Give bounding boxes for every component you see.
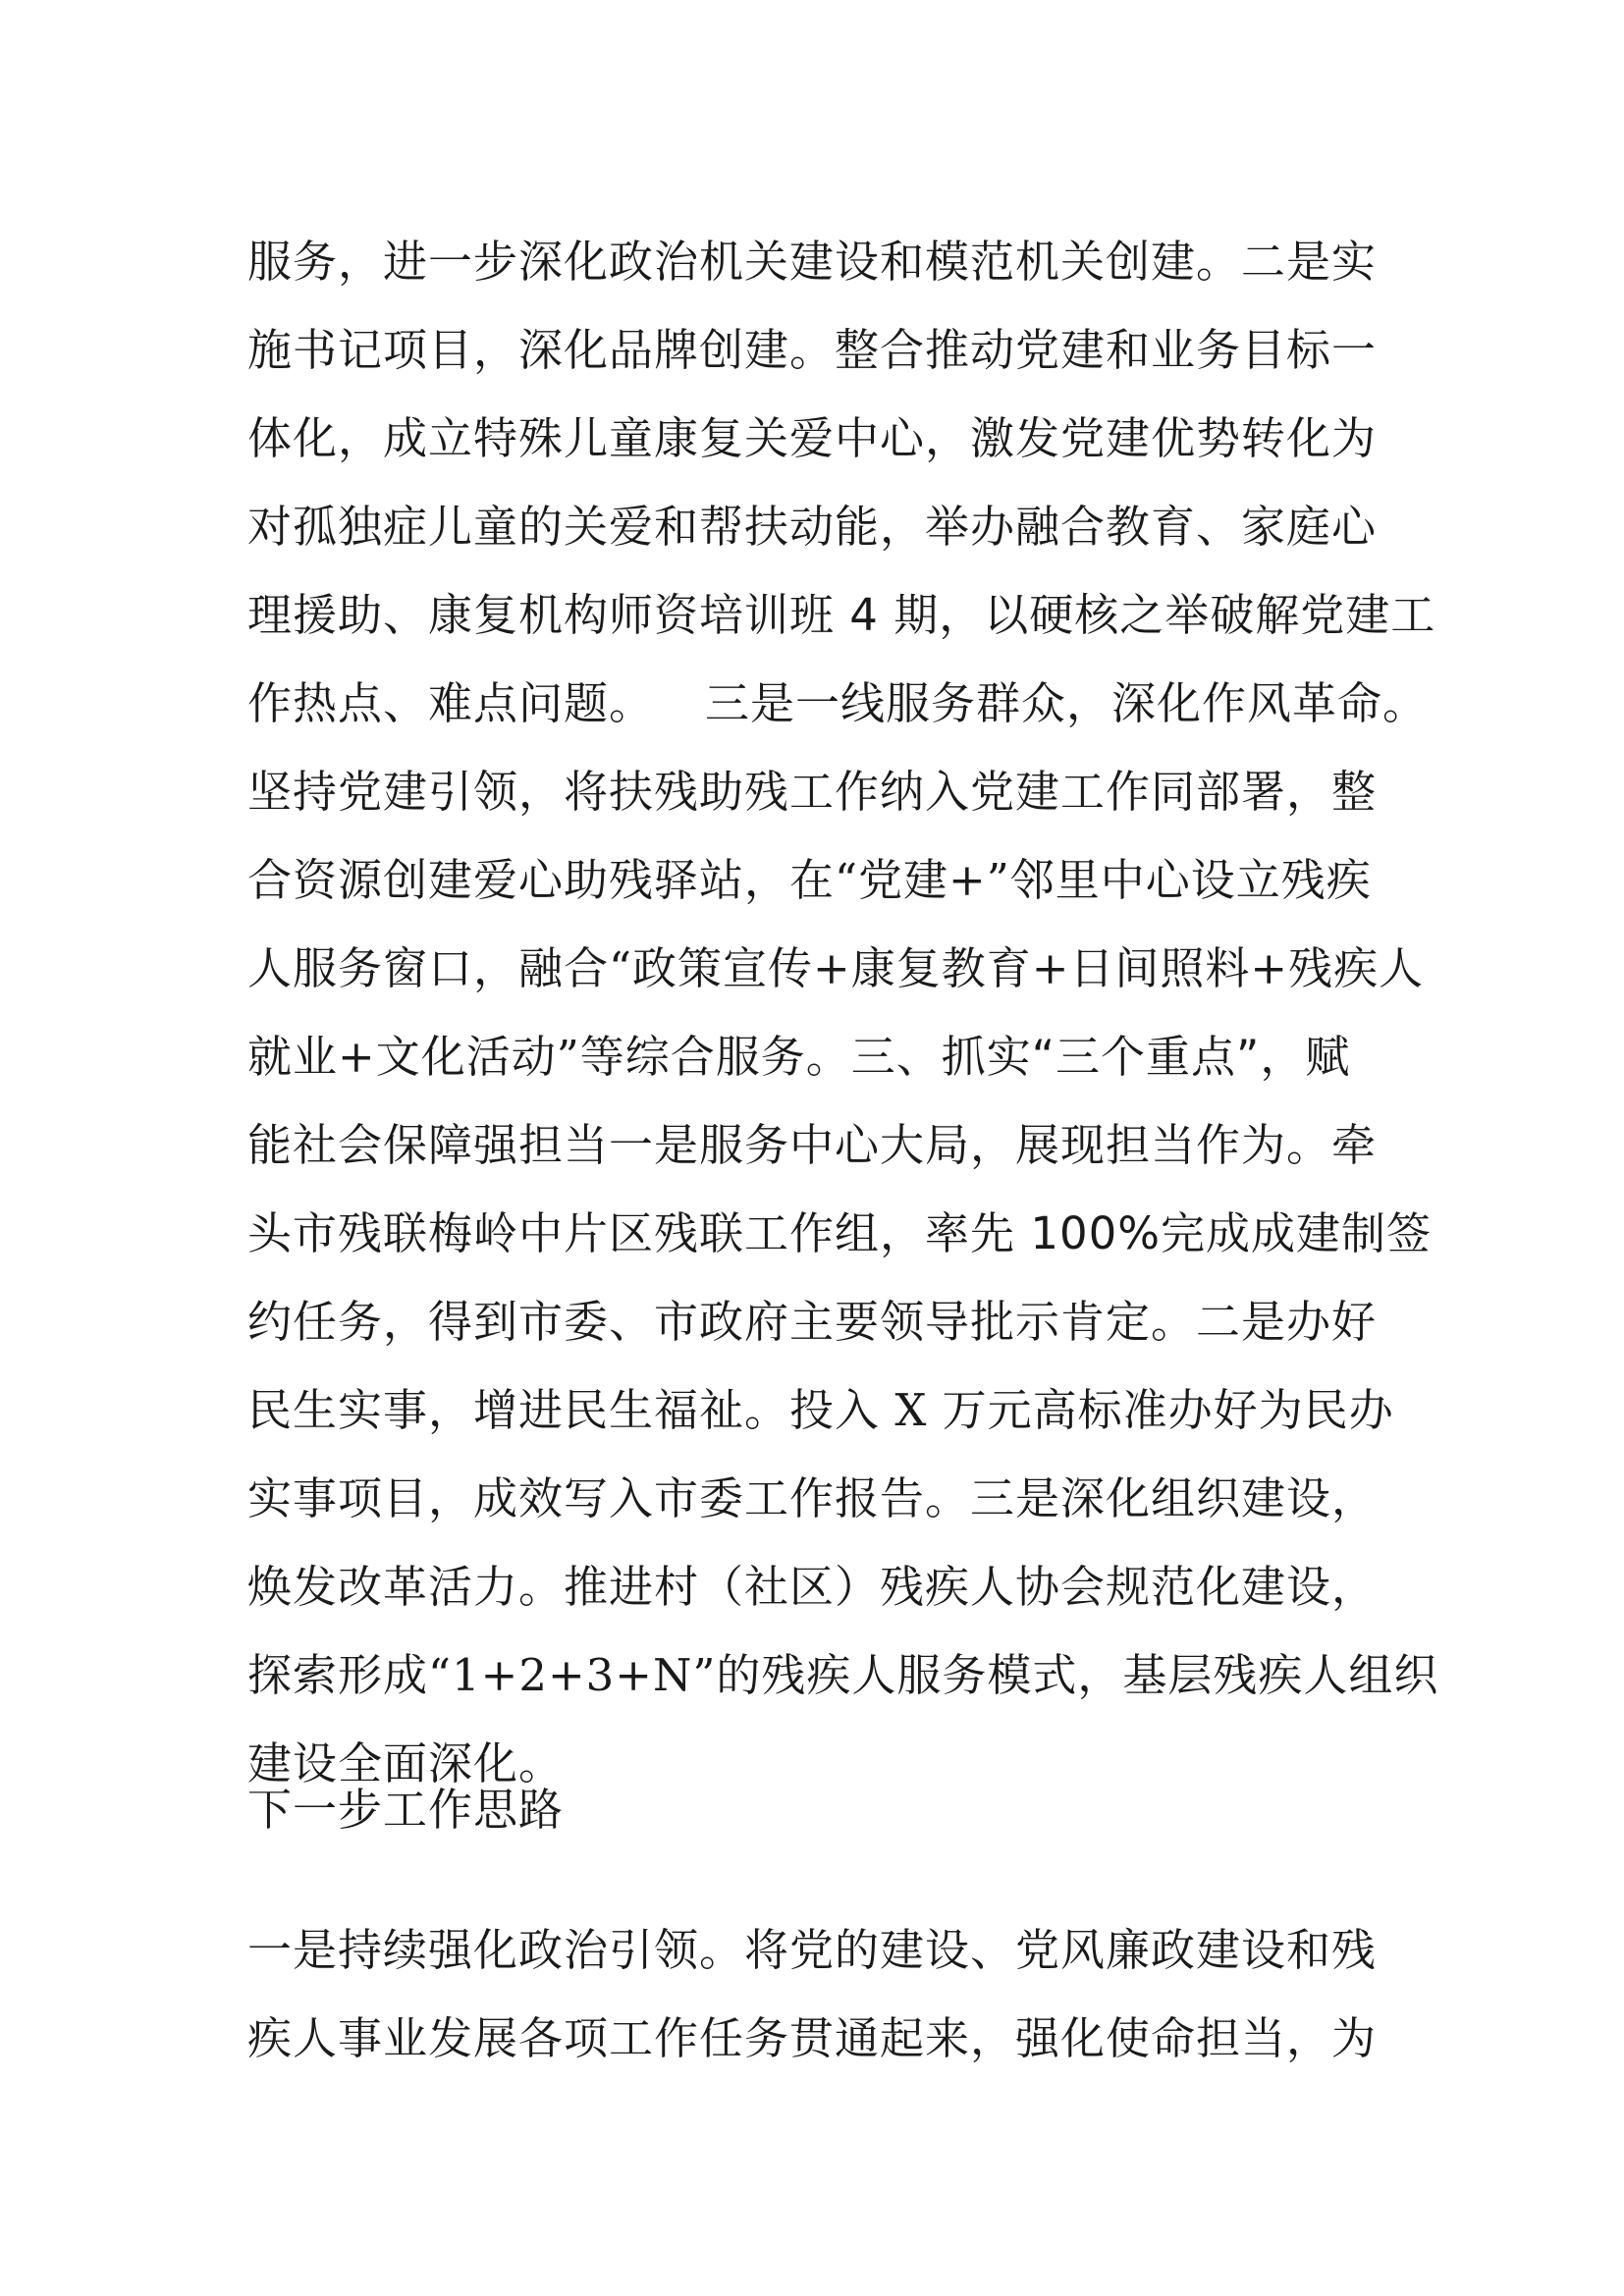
next-steps-paragraph	[247, 1906, 1377, 2083]
text-run: 坚持党建引领，	[247, 766, 565, 818]
text-run: 疾人事业发展各项工作任务贯通起来，强化使命担当，为	[247, 2012, 1378, 2064]
bold-text-run: 能社会保障强担当一是服务中心大局，展现担当作为。	[247, 1119, 1332, 1171]
text-run: 投入 X	[789, 1384, 943, 1436]
bold-text-run: 将扶残助残工作纳入党建工作同部署，	[564, 766, 1332, 818]
text-run: 成建制签	[1250, 1207, 1432, 1259]
text-line	[247, 1101, 1377, 1190]
text-line	[247, 1278, 1377, 1366]
text-run: 推进村（社区）残疾人协会规范化建设，	[564, 1561, 1378, 1613]
bold-text-run: 的残疾人服务模式，基层残疾人组织	[716, 1649, 1439, 1701]
bold-text-run: 服务，进一步深化政治机关建设和模范机关创建。二是实	[247, 236, 1378, 288]
bold-text-run: 率先 100%完成	[925, 1207, 1251, 1259]
bold-text-run: 理援助、康复机构师资培训班 4 期，以硬核之举破解党建工	[247, 589, 1436, 641]
bold-text-run: 施书记项目，深化品牌创建。	[247, 324, 836, 376]
bold-text-run: 二是办好	[1196, 1296, 1378, 1348]
text-run: 体化，成立特殊儿童康复关爱中心，激发党建优势转化为	[247, 412, 1378, 464]
text-line	[247, 1013, 1377, 1101]
text-line	[247, 925, 1425, 1013]
bold-text-run: 作热点、难点问题。	[247, 677, 655, 729]
text-line	[247, 1455, 1377, 1543]
text-run: 探索形成“1+2+3+N”	[247, 1649, 717, 1701]
text-run: 整	[1331, 766, 1378, 818]
body-paragraph	[247, 218, 1439, 1808]
bold-text-run: 民生实事，增进民生福祉。	[247, 1384, 790, 1436]
bold-text-run: 焕发改革活力。	[247, 1561, 565, 1613]
text-line	[247, 1366, 1394, 1455]
text-run: 将党的建设、党风廉政建设和残	[744, 1924, 1378, 1976]
text-run: 整合推动党建和业务目标一	[835, 324, 1378, 376]
bold-text-run: 对孤独症儿童的关爱和帮扶动能，举办融合教育、家庭心	[247, 501, 1378, 553]
text-line	[247, 395, 1377, 483]
text-line	[247, 218, 1377, 306]
text-line	[247, 1543, 1377, 1631]
text-line	[247, 836, 1377, 925]
text-line	[247, 1906, 1377, 1995]
bold-text-run: 三是深化组织建设，	[970, 1472, 1378, 1524]
bold-text-run: 一是持续强化政治引领。	[247, 1924, 745, 1976]
bold-text-run: 三、抓实“三个重点”，赋	[850, 1031, 1351, 1083]
text-line	[247, 306, 1377, 395]
bold-text-run: 万元高标准办好	[942, 1384, 1259, 1436]
text-line	[247, 1995, 1377, 2083]
bold-text-run: 三是一线服务群众，深化作风革命。	[705, 677, 1429, 729]
text-line	[247, 748, 1377, 836]
text-run: 为民办	[1258, 1384, 1394, 1436]
text-line	[247, 1631, 1439, 1720]
text-run: 就业+文化活动”等综合服务。	[247, 1031, 851, 1083]
text-run: 牵	[1331, 1119, 1378, 1171]
section-heading: 下一步工作思路	[247, 1784, 565, 1836]
text-run: 约任务，得到市委、市政府主要领导批示肯定。	[247, 1296, 1197, 1348]
text-line	[247, 571, 1436, 660]
text-run: 头市残联梅岭中片区残联工作组，	[247, 1207, 926, 1259]
text-run: 实事项目，成效写入市委工作报告。	[247, 1472, 971, 1524]
text-line	[247, 660, 1429, 748]
text-line	[247, 483, 1377, 571]
text-run: 人服务窗口，融合“政策宣传+康复教育+日间照料+残疾人	[247, 942, 1425, 994]
text-line	[247, 1190, 1432, 1278]
text-run: 合资源创建爱心助残驿站，在“党建+”邻里中心设立残疾	[247, 854, 1372, 906]
bold-text-run: 建设全面深化。	[247, 1737, 565, 1789]
